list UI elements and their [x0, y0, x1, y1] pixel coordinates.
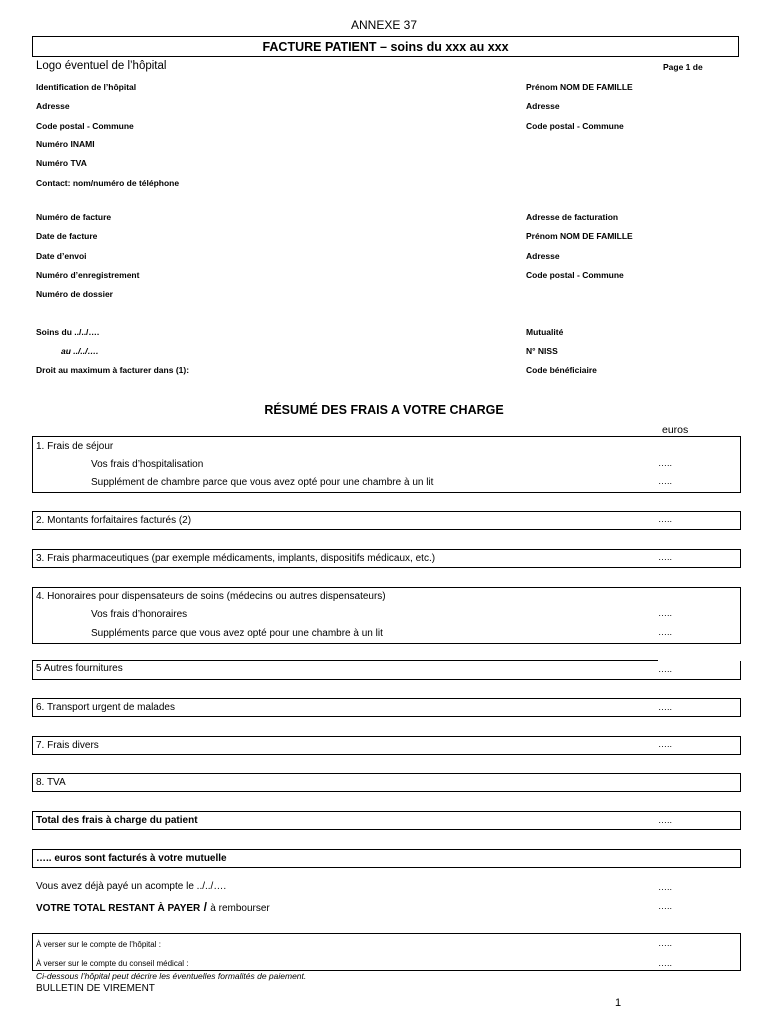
remaining-total-label: [36, 900, 270, 914]
remaining-amount: …..: [658, 901, 673, 911]
invoice-title: FACTURE PATIENT – soins du xxx au xxx: [32, 36, 739, 57]
deposit-amount: …..: [658, 882, 673, 892]
section-stay-costs: [32, 436, 741, 493]
file-number: Numéro de dossier: [36, 289, 113, 299]
payment-note: Ci-dessous l’hôpital peut décrire les éventuelles formalités de paiement.: [36, 971, 307, 981]
mutuality: Mutualité: [526, 327, 564, 337]
hospital-logo-placeholder: Logo éventuel de l’hôpital: [36, 60, 167, 72]
hospital-tva: Numéro TVA: [36, 158, 87, 168]
currency-header: euros: [662, 424, 689, 436]
care-from: Soins du ../../….: [36, 327, 100, 337]
section-5-title: 5 Autres fournitures: [36, 663, 123, 674]
section-4-title: 4. Honoraires pour dispensateurs de soins (médecins ou autres dispensateurs): [36, 591, 386, 602]
invoice-send-date: Date d’envoi: [36, 251, 87, 261]
section-2-title: 2. Montants forfaitaires facturés (2): [36, 515, 192, 526]
section-pharmaceutical: [32, 549, 741, 568]
billing-name: Prénom NOM DE FAMILLE: [526, 231, 633, 241]
payment-box: [32, 933, 741, 971]
patient-postal-code: Code postal - Commune: [526, 121, 624, 131]
hospitalisation-costs-label: Vos frais d’hospitalisation: [91, 459, 204, 470]
hospital-account-label: À verser sur le compte de l’hôpital :: [36, 940, 161, 949]
invoice-number: Numéro de facture: [36, 212, 112, 222]
total-box: [32, 811, 741, 830]
flat-rate-amount: …..: [658, 514, 673, 524]
hospital-identification: Identification de l’hôpital: [36, 82, 137, 92]
single-room-supplement-label: Supplément de chambre parce que vous avez opté pour une chambre à un lit: [91, 477, 434, 488]
hospital-postal-code: Code postal - Commune: [36, 121, 134, 131]
section-vat: [32, 773, 741, 792]
page-number: 1: [615, 997, 622, 1009]
transfer-slip-title: BULLETIN DE VIREMENT: [36, 983, 155, 994]
max-billing-right: Droit au maximum à facturer dans (1):: [36, 365, 190, 375]
hospital-inami: Numéro INAMI: [36, 139, 95, 149]
patient-name: Prénom NOM DE FAMILLE: [526, 82, 633, 92]
billing-address-label: Adresse de facturation: [526, 212, 619, 222]
transport-amount: …..: [658, 702, 673, 712]
remaining-slash: /: [200, 900, 211, 914]
section-flat-rate: [32, 511, 741, 530]
other-supplies-amount: …..: [658, 664, 673, 674]
room-supplement-amount: …..: [658, 476, 673, 486]
total-amount: …..: [658, 815, 673, 825]
pharmaceutical-amount: …..: [658, 552, 673, 562]
council-account-amount: …..: [658, 958, 673, 968]
section-1-title: 1. Frais de séjour: [36, 441, 114, 452]
fees-supplement-label: Suppléments parce que vous avez opté pour une chambre à un lit: [91, 628, 383, 639]
medical-council-account-label: À verser sur le compte du conseil médical :: [36, 959, 189, 968]
section-8-title: 8. TVA: [36, 777, 66, 788]
hospital-address: Adresse: [36, 101, 70, 111]
invoice-date: Date de facture: [36, 231, 98, 241]
registration-number: Numéro d’enregistrement: [36, 270, 140, 280]
annexe-label: ANNEXE 37: [350, 18, 418, 32]
section-fees: [32, 587, 741, 644]
refund-label: à rembourser: [210, 903, 270, 914]
billing-postal-code: Code postal - Commune: [526, 270, 624, 280]
misc-amount: …..: [658, 739, 673, 749]
mutual-box: [32, 849, 741, 868]
hospital-contact: Contact: nom/numéro de téléphone: [36, 178, 180, 188]
deposit-label: Vous avez déjà payé un acompte le ../../….: [36, 881, 227, 892]
billing-address: Adresse: [526, 251, 560, 261]
section-7-title: 7. Frais divers: [36, 740, 99, 751]
beneficiary-code: Code bénéficiaire: [526, 365, 597, 375]
section-6-title: 6. Transport urgent de malades: [36, 702, 175, 713]
remaining-total-bold: VOTRE TOTAL RESTANT À PAYER: [36, 903, 201, 914]
care-to: au ../../….: [61, 346, 99, 356]
section-transport: [32, 698, 741, 717]
section-3-title: 3. Frais pharmaceutiques (par exemple médicaments, implants, dispositifs médicaux, etc.): [36, 553, 436, 564]
section-misc: [32, 736, 741, 755]
patient-address: Adresse: [526, 101, 560, 111]
mutual-billed-label: ….. euros sont facturés à votre mutuelle: [36, 853, 227, 864]
fees-amount: …..: [658, 608, 673, 618]
summary-title: RÉSUMÉ DES FRAIS A VOTRE CHARGE: [264, 403, 504, 417]
hospitalisation-amount: …..: [658, 458, 673, 468]
niss-number: N° NISS: [526, 346, 558, 356]
total-label: Total des frais à charge du patient: [36, 815, 198, 826]
hospital-account-amount: …..: [658, 938, 673, 948]
fees-supplement-amount: …..: [658, 627, 673, 637]
section-other-supplies: [32, 661, 741, 680]
fees-label: Vos frais d’honoraires: [91, 609, 188, 620]
page-indicator: Page 1 de: [663, 62, 703, 72]
